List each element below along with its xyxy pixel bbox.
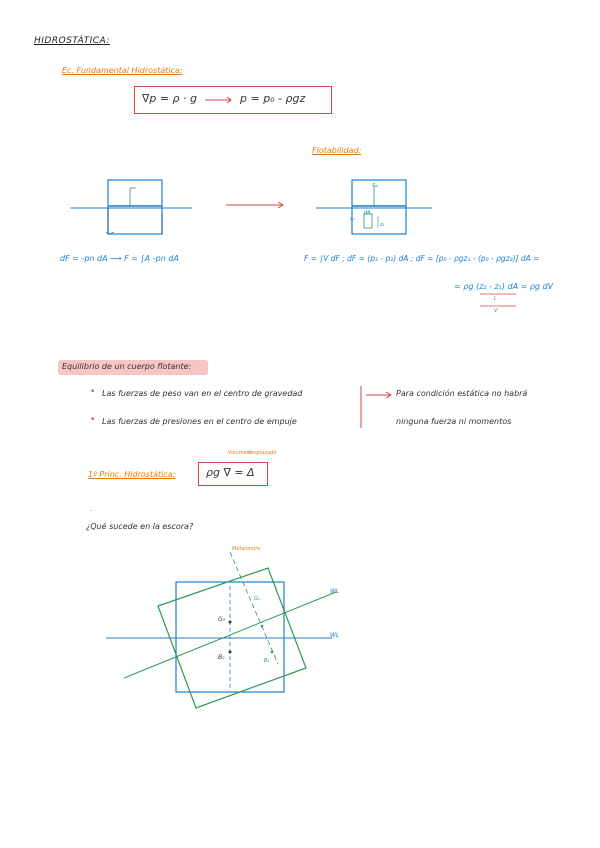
buoyancy-eq-right-1: F = ∫V dF ; dF = (p₁ - p₂) dA ; dF = [p₀ - ρgz₁ - (p₀ - ρgz₂)] dA =	[304, 254, 540, 263]
fundamental-eq-right: p = p₀ - ρgz	[240, 92, 306, 105]
fundamental-eq-left: ∇p = ρ · g	[142, 92, 198, 105]
underbrace-lines	[476, 290, 526, 312]
metacenter-label: Metacentro	[232, 546, 261, 552]
bullet-icon: •	[90, 387, 96, 397]
equilibrium-note-2: ninguna fuerza ni momentos	[396, 417, 512, 426]
bullet-icon: ·	[90, 508, 92, 515]
b0-label: B₀	[218, 654, 225, 661]
buoyancy-element-diagram	[316, 172, 436, 242]
heel-diagram	[100, 540, 360, 720]
arrow-right-icon	[226, 200, 288, 210]
bullet-icon: •	[90, 415, 96, 425]
bullet-weight: Las fuerzas de peso van en el centro de gravedad	[102, 389, 303, 398]
submerged-body-diagram	[70, 172, 200, 242]
g1-label: G₁	[254, 596, 260, 602]
heeled-waterline-label: WL	[330, 588, 340, 595]
b1-label: B₁	[264, 658, 270, 664]
dA-label: dA	[364, 210, 371, 216]
g0-label: G₀	[218, 616, 226, 623]
z2-label: z₂	[350, 216, 355, 222]
bullet-buoyancy: Las fuerzas de presiones en el centro de empuje	[102, 417, 297, 426]
z-label: z	[372, 182, 375, 188]
initial-waterline-label: WL	[330, 632, 340, 639]
buoyancy-eq-left: dF = -pn dA ⟶ F = ∫A -pn dA	[60, 254, 179, 263]
z1-label: z₁	[380, 222, 385, 228]
principle-heading: 1º Princ. Hidrostática:	[88, 470, 176, 479]
buoyancy-eq-right-2: = ρg (z₂ - z₁) dA = ρg dV	[454, 282, 554, 291]
equilibrium-heading: Equilibrio de un cuerpo flotante:	[62, 362, 192, 371]
principle-annotation-2: desplazado	[248, 450, 277, 456]
underbrace-label-1: L	[494, 296, 497, 302]
principle-annotation-1: Volumen	[228, 450, 250, 456]
fundamental-heading: Ec. Fundamental Hidrostática:	[62, 66, 183, 75]
heel-question: ¿Qué sucede en la escora?	[86, 522, 194, 531]
arrow-icon	[205, 96, 235, 104]
brace-arrow-icon	[358, 384, 398, 434]
page-title: HIDROSTÁTICA:	[34, 36, 110, 46]
equilibrium-note-1: Para condición estática no habrá	[396, 389, 528, 398]
buoyancy-heading: Flotabilidad:	[312, 146, 362, 155]
principle-equation: ρg ∇ = Δ	[206, 466, 255, 479]
underbrace-label-2: V	[494, 308, 498, 314]
